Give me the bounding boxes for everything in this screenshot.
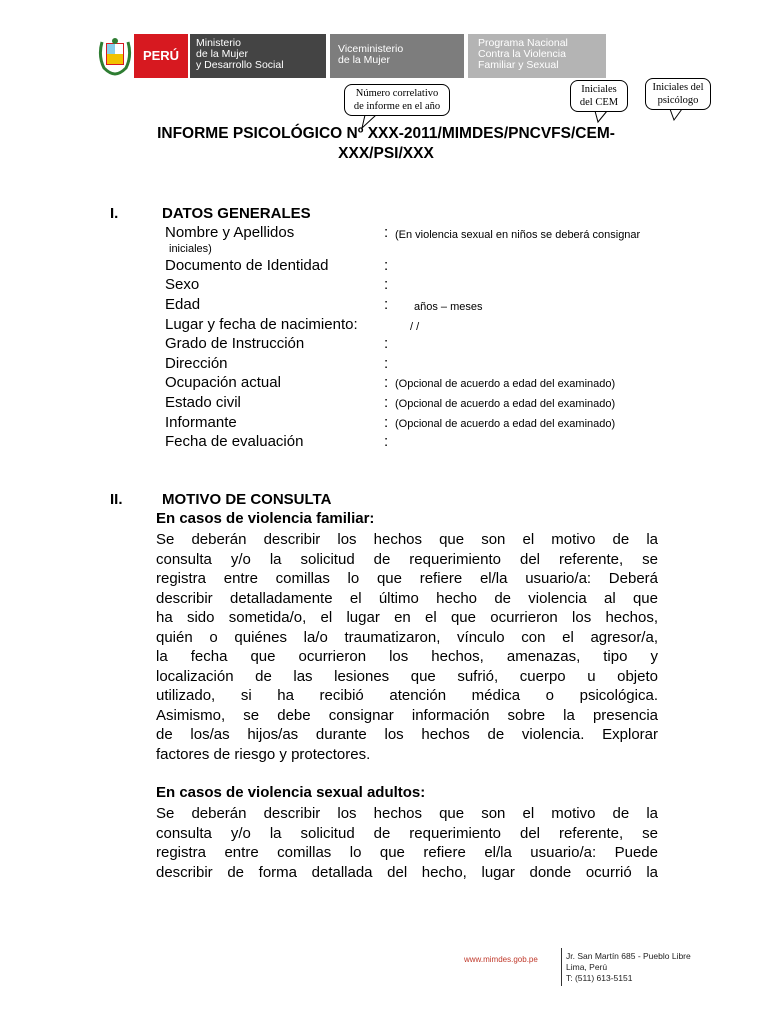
viceministerio-line: Viceministerio bbox=[338, 43, 404, 55]
title-line: XXX/PSI/XXX bbox=[338, 145, 434, 162]
callout-line: psicólogo bbox=[657, 95, 699, 106]
paragraph-line: describir de forma detallada del hecho, lugar donde ocurrió la bbox=[156, 863, 658, 881]
callout-line: de informe en el año bbox=[353, 101, 441, 112]
field-note: / / bbox=[410, 321, 420, 333]
field-colon: : bbox=[384, 276, 389, 293]
field-note: años – meses bbox=[414, 301, 483, 313]
footer-address-line: T: (511) 613-5151 bbox=[566, 973, 633, 983]
field-colon: : bbox=[384, 355, 389, 372]
callout-numero-correlativo bbox=[344, 84, 450, 116]
field-label: Sexo bbox=[165, 276, 200, 293]
callout-line: Número correlativo bbox=[355, 88, 439, 99]
paragraph-line: de los/as hijos/as durante los hechos de violencia. Explorar bbox=[156, 726, 658, 743]
field-note: (Opcional de acuerdo a edad del examinado) bbox=[395, 418, 616, 430]
paragraph-line: localización de las lesiones que sufrió, cuerpo u objeto bbox=[156, 667, 658, 685]
report-title bbox=[100, 124, 672, 164]
field-label: Grado de Instrucción bbox=[165, 335, 305, 352]
section-2-heading: MOTIVO DE CONSULTA bbox=[162, 491, 332, 508]
paragraph-line: factores de riesgo y protectores. bbox=[156, 745, 371, 763]
field-colon: : bbox=[384, 224, 389, 241]
paragraph-line: consulta y/o la solicitud de requerimiento del referente, se bbox=[156, 824, 658, 842]
paragraph-line: ha sido sometida/o, el lugar en el que ocurrieron los hechos, bbox=[156, 609, 658, 626]
field-colon: : bbox=[384, 433, 389, 450]
callout-pointers bbox=[0, 0, 768, 140]
field-label: Informante bbox=[165, 414, 237, 431]
peru-label: PERÚ bbox=[142, 48, 180, 63]
callout-iniciales-psicologo bbox=[645, 78, 711, 110]
field-label: Nombre y Apellidos bbox=[165, 224, 295, 241]
footer-url[interactable]: www.mimdes.gob.pe bbox=[464, 955, 538, 964]
field-note: (Opcional de acuerdo a edad del examinado) bbox=[395, 378, 616, 390]
subheading-violencia-sexual: En casos de violencia sexual adultos: bbox=[156, 784, 426, 801]
section-1-number: I. bbox=[110, 205, 119, 222]
paragraph-line: Se deberán describir los hechos que son el motivo de la bbox=[156, 531, 658, 548]
field-colon: : bbox=[384, 257, 389, 274]
title-line: INFORME PSICOLÓGICO Nº XXX-2011/MIMDES/PNCVFS/CEM- bbox=[157, 125, 615, 142]
subheading-violencia-familiar: En casos de violencia familiar: bbox=[156, 510, 375, 527]
paragraph-line: Se deberán describir los hechos que son el motivo de la bbox=[156, 805, 658, 822]
programa-line: Contra la Violencia bbox=[478, 48, 566, 60]
field-note: (Opcional de acuerdo a edad del examinado) bbox=[395, 398, 616, 410]
field-label: Fecha de evaluación bbox=[165, 433, 304, 450]
field-colon: : bbox=[384, 394, 389, 411]
field-label: Lugar y fecha de nacimiento: bbox=[165, 316, 358, 333]
ministerio-line: y Desarrollo Social bbox=[196, 59, 284, 71]
ministerio-line: Ministerio bbox=[196, 37, 241, 49]
callout-iniciales-cem bbox=[570, 80, 628, 112]
paragraph-violencia-familiar bbox=[156, 530, 658, 764]
paragraph-violencia-sexual bbox=[156, 804, 658, 882]
section-2-number: II. bbox=[110, 491, 123, 508]
paragraph-line: describir detalladamente el último hecho de violencia al que bbox=[156, 589, 658, 607]
paragraph-line: la fecha que ocurrieron los hechos, amenazas, tipo y bbox=[156, 648, 658, 665]
paragraph-line: registra entre comillas lo que refiere el/la usuario/a: Puede bbox=[156, 844, 658, 861]
callout-line: Iniciales del bbox=[652, 82, 704, 93]
field-note: (En violencia sexual en niños se deberá consignar bbox=[395, 229, 641, 241]
callout-line: del CEM bbox=[579, 97, 619, 108]
paragraph-line: quién o quiénes la/o traumatizaron, vínculo con el agresor/a, bbox=[156, 628, 658, 646]
callout-line: Iniciales bbox=[581, 84, 617, 95]
field-colon: : bbox=[384, 374, 389, 391]
footer-divider bbox=[561, 948, 562, 986]
field-label: Dirección bbox=[165, 355, 228, 372]
field-label: Edad bbox=[165, 296, 201, 313]
paragraph-line: utilizado, si ha recibió atención médica o psicológica. bbox=[156, 687, 658, 704]
paragraph-line: registra entre comillas lo que refiere el/la usuario/a: Deberá bbox=[156, 570, 658, 587]
field-label: Documento de Identidad bbox=[165, 257, 329, 274]
footer-address-line: Lima, Perú bbox=[566, 962, 608, 972]
paragraph-line: consulta y/o la solicitud de requerimiento del referente, se bbox=[156, 550, 658, 568]
paragraph-line: Asimismo, se debe consignar información sobre la presencia bbox=[156, 706, 658, 724]
field-colon: : bbox=[384, 414, 389, 431]
field-note: iniciales) bbox=[169, 243, 212, 255]
field-label: Estado civil bbox=[165, 394, 241, 411]
footer-address bbox=[566, 951, 691, 984]
ministerio-line: de la Mujer bbox=[196, 48, 248, 60]
field-label: Ocupación actual bbox=[165, 374, 281, 391]
viceministerio-line: de la Mujer bbox=[338, 54, 390, 66]
field-colon: : bbox=[384, 335, 389, 352]
field-colon: : bbox=[384, 296, 389, 313]
programa-line: Familiar y Sexual bbox=[478, 59, 559, 71]
section-1-heading: DATOS GENERALES bbox=[162, 205, 311, 222]
footer-address-line: Jr. San Martín 685 - Pueblo Libre bbox=[566, 951, 691, 961]
programa-line: Programa Nacional bbox=[478, 37, 568, 49]
